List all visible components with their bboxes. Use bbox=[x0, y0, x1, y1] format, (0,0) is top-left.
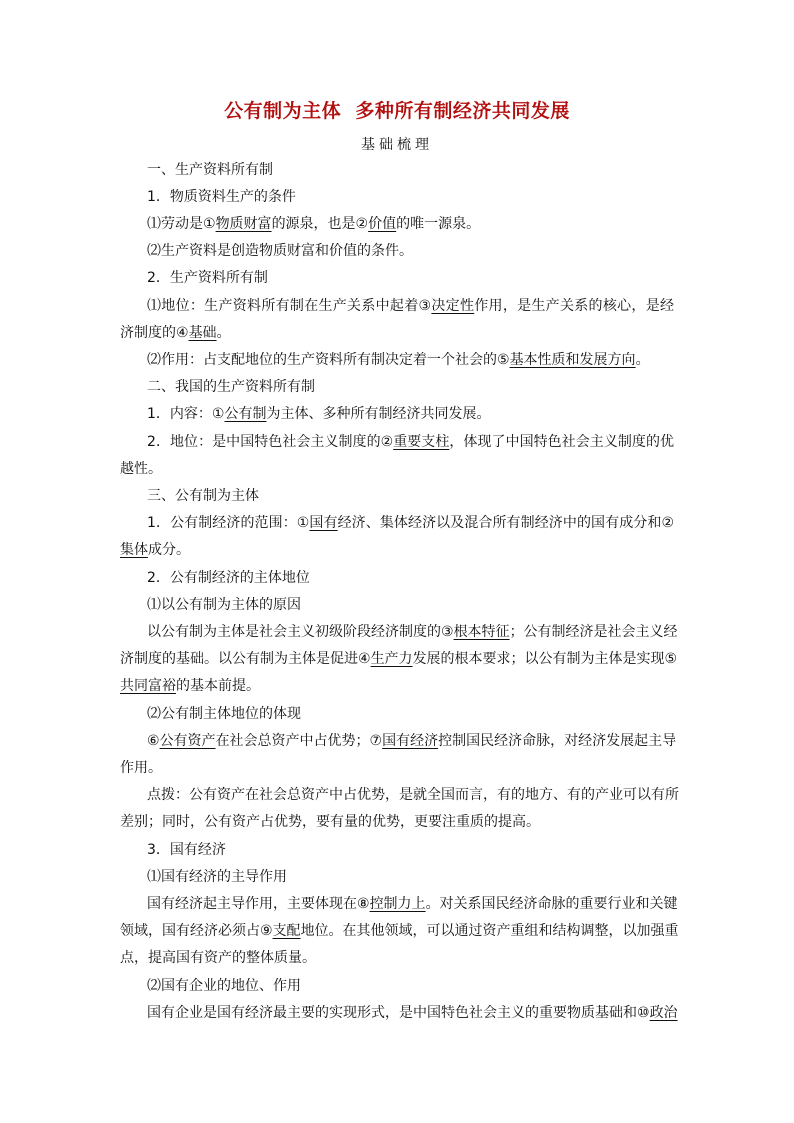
answer-blank: 决定性 bbox=[431, 298, 475, 314]
paragraph: ⑵生产资料是创造物质财富和价值的条件。 bbox=[147, 243, 413, 259]
paragraph: 2．地位：是中国特色社会主义制度的②重要支柱，体现了中国特色社会主义制度的优 bbox=[147, 434, 674, 450]
answer-blank: 控制力上 bbox=[369, 896, 426, 912]
paragraph-cont: 济制度的基础。以公有制为主体是促进④生产力发展的根本要求；以公有制为主体是实现⑤ bbox=[120, 651, 678, 667]
heading-3-3-2: ⑵国有企业的地位、作用 bbox=[147, 978, 301, 994]
paragraph: 国有企业是国有经济最主要的实现形式，是中国特色社会主义的重要物质基础和⑩政治 bbox=[147, 1005, 678, 1021]
paragraph-cont: 作用。 bbox=[120, 760, 162, 776]
paragraph: ⑵作用：占支配地位的生产资料所有制决定着一个社会的⑤基本性质和发展方向。 bbox=[147, 352, 650, 368]
answer-blank: 国有经济 bbox=[382, 733, 439, 749]
paragraph: 以公有制为主体是社会主义初级阶段经济制度的③根本特征；公有制经济是社会主义经 bbox=[147, 624, 678, 640]
heading-2: 二、我国的生产资料所有制 bbox=[147, 379, 315, 395]
answer-blank: 政治 bbox=[649, 1005, 678, 1021]
heading-3-2: 2．公有制经济的主体地位 bbox=[147, 570, 310, 586]
answer-blank: 价值 bbox=[368, 216, 397, 232]
heading-1-1: 1．物质资料生产的条件 bbox=[147, 189, 296, 205]
paragraph-cont: 领域，国有经济必须占⑨支配地位。在其他领域，可以通过资产重组和结构调整，以加强重 bbox=[120, 923, 679, 939]
paragraph: ⑴劳动是①物质财富的源泉，也是②价值的唯一源泉。 bbox=[147, 216, 481, 232]
paragraph-cont: 集体成分。 bbox=[120, 542, 190, 558]
answer-blank: 重要支柱 bbox=[393, 434, 450, 450]
answer-blank: 公有制 bbox=[224, 406, 267, 422]
page-title: 公有制为主体 多种所有制经济共同发展 bbox=[224, 100, 570, 122]
heading-3-2-2: ⑵公有制主体地位的体现 bbox=[147, 706, 301, 722]
heading-3-3: 3．国有经济 bbox=[147, 842, 226, 858]
answer-blank: 公有资产 bbox=[159, 733, 216, 749]
paragraph: ⑴地位：生产资料所有制在生产关系中起着③决定性作用，是生产关系的核心，是经 bbox=[147, 298, 675, 314]
heading-3-2-1: ⑴以公有制为主体的原因 bbox=[147, 597, 301, 613]
paragraph: 国有经济起主导作用，主要体现在⑧控制力上。对关系国民经济命脉的重要行业和关键 bbox=[147, 896, 678, 912]
paragraph-cont: 济制度的④基础。 bbox=[120, 325, 231, 341]
answer-blank: 物质财富 bbox=[215, 216, 272, 232]
answer-blank: 基础 bbox=[188, 325, 217, 341]
paragraph: ⑥公有资产在社会总资产中占优势；⑦国有经济控制国民经济命脉，对经济发展起主导 bbox=[147, 733, 677, 749]
tip-paragraph: 点拨：公有资产在社会总资产中占优势，是就全国而言，有的地方、有的产业可以有所 bbox=[147, 787, 679, 803]
paragraph-cont: 共同富裕的基本前提。 bbox=[120, 678, 260, 694]
paragraph-cont: 越性。 bbox=[120, 461, 162, 477]
paragraph: 1．公有制经济的范围：①国有经济、集体经济以及混合所有制经济中的国有成分和② bbox=[147, 515, 674, 531]
paragraph: 1．内容：①公有制为主体、多种所有制经济共同发展。 bbox=[147, 406, 491, 422]
section-heading: 基础梳理 bbox=[361, 137, 433, 153]
answer-blank: 国有 bbox=[309, 515, 338, 531]
answer-blank: 基本性质和发展方向 bbox=[509, 352, 636, 368]
tip-paragraph-cont: 差别；同时，公有资产占优势，要有量的优势，更要注重质的提高。 bbox=[120, 814, 540, 830]
answer-blank: 集体 bbox=[120, 542, 148, 558]
answer-blank: 根本特征 bbox=[453, 624, 510, 640]
heading-3: 三、公有制为主体 bbox=[147, 488, 259, 504]
heading-3-3-1: ⑴国有经济的主导作用 bbox=[147, 869, 287, 885]
heading-1-2: 2．生产资料所有制 bbox=[147, 270, 268, 286]
answer-blank: 生产力 bbox=[370, 651, 413, 667]
answer-blank: 支配 bbox=[272, 923, 301, 939]
paragraph-cont: 点，提高国有资产的整体质量。 bbox=[120, 950, 316, 966]
answer-blank: 共同富裕 bbox=[120, 678, 176, 694]
heading-1: 一、生产资料所有制 bbox=[147, 162, 273, 178]
